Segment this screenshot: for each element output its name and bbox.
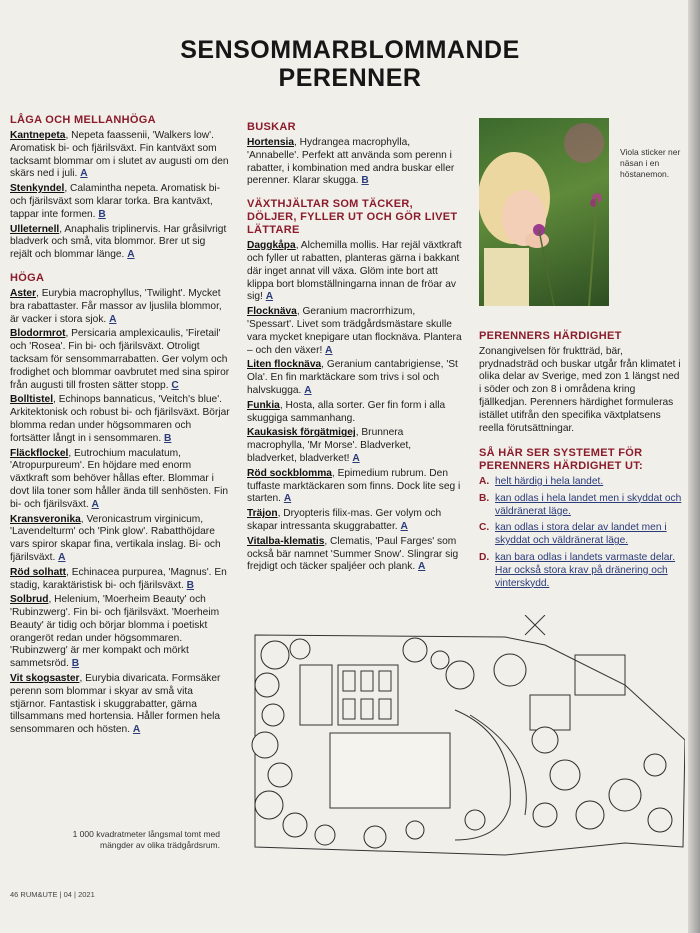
zone-description: kan bara odlas i landets varmaste delar. Har också stora krav på dränering och vinterskydd. xyxy=(495,551,676,589)
plant-name: Fläckflockel xyxy=(10,447,69,459)
plant-entry xyxy=(10,288,230,326)
plant-description: , Echinacea purpurea, 'Magnus'. En stadig, karaktäristisk bi- och fjärilsväxt. xyxy=(10,566,227,591)
plant-entry xyxy=(10,394,230,445)
hardiness-zone-item xyxy=(479,522,684,548)
plant-description: , Hydrangea macrophylla, 'Annabelle'. Perfekt att använda som perenn i rabatter, i kombination med andra buskar eller perenner. Klarar skugga. xyxy=(247,137,455,187)
plant-name: Flocknäva xyxy=(247,306,297,318)
plant-name: Vit skogsaster xyxy=(10,673,80,685)
plant-entry xyxy=(10,183,230,221)
hardiness-badge: B xyxy=(164,432,172,444)
zone-letter: D. xyxy=(479,551,490,563)
hardiness-zone-item xyxy=(479,493,684,519)
plant-name: Daggkåpa xyxy=(247,240,296,252)
hardiness-zone-list xyxy=(479,476,684,590)
plant-entry xyxy=(247,427,462,465)
plant-description: , Clematis, 'Paul Farges' som också bär namnet 'Summer Snow'. Slingrar sig frejdigt och täcker spaljéer och plank. xyxy=(247,535,459,573)
title-line-2: PERENNER xyxy=(278,64,422,92)
hardiness-badge: A xyxy=(283,493,292,505)
column-middle xyxy=(247,121,462,576)
plant-entry xyxy=(247,359,462,397)
plant-name: Bolltistel xyxy=(10,394,54,406)
hardiness-badge: A xyxy=(400,520,408,532)
child-smelling-flower-photo xyxy=(479,118,609,306)
plant-entry xyxy=(247,137,462,188)
plant-name: Stenkyndel xyxy=(10,183,65,195)
zone-letter: A. xyxy=(479,475,490,487)
plant-name: Röd solhatt xyxy=(10,566,67,578)
column-right xyxy=(479,330,684,594)
plant-entry xyxy=(10,594,230,671)
plant-description: , Eutrochium maculatum, 'Atropurpureum'. En höjdare med enorm växtkraft som behöver hållas efter. Blommar i dovt lila toner som håller ända till senhösten. Fin bi- och fjärilsväxt. xyxy=(10,447,229,510)
hardiness-heading: PERENNERS HÄRDIGHET xyxy=(479,330,622,342)
zone-description: kan odlas i stora delar av landet men i skyddat och väldränerat läge. xyxy=(495,522,667,547)
plant-entry xyxy=(10,328,230,392)
plant-entry xyxy=(247,400,462,426)
hardiness-badge: B xyxy=(361,175,369,187)
plant-entry xyxy=(10,130,230,181)
plant-name: Hortensia xyxy=(247,137,294,148)
plant-description: , Hosta, alla sorter. Ger fin form i alla skuggiga sammanhang. xyxy=(247,399,446,424)
hardiness-badge: C xyxy=(171,379,179,391)
hardiness-badge: A xyxy=(127,249,135,261)
zone-letter: C. xyxy=(479,522,490,534)
plant-name: Ulleternell xyxy=(10,223,60,235)
plant-description: , Persicaria amplexicaulis, 'Firetail' och 'Rosea'. Fin bi- och fjärilsväxt. Otroligt tacksam för sensommarrabatten. Ger volym och frodighet och blommar oavbrutet med sina spiror från augusti till frosten sätter stopp. xyxy=(10,328,230,391)
low-plants-list xyxy=(10,130,230,262)
plant-entry xyxy=(10,514,230,565)
plant-name: Träjon xyxy=(247,508,278,520)
shrubs-list xyxy=(247,137,462,188)
plant-description: , Alchemilla mollis. Har rejäl växtkraft och fyller ut rabatten, planteras gärna i bakkant där inget annat vill växa. Glöm inte bort att klippa bort blomställningarna innan de fröar av sig! xyxy=(247,240,462,303)
hardiness-badge: A xyxy=(91,498,99,510)
hardiness-badge: A xyxy=(80,168,88,180)
garden-plan-drawing xyxy=(245,615,685,870)
hardiness-badge: B xyxy=(71,658,80,670)
plant-description: , Geranium macrorrhizum, 'Spessart'. Livet som trädgårdsmästare skulle vara mycket knepigare utan flocknäva. Plantera – och den växer! xyxy=(247,306,462,356)
plant-entry xyxy=(247,306,462,357)
plant-description: , Eurybia macrophyllus, 'Twilight'. Mycket bra rabattaster. Får massor av ljuslila blommor, är vacker i stora sjok. xyxy=(10,287,222,325)
section-shrubs-heading: BUSKAR xyxy=(247,121,296,133)
hardiness-system-heading: SÅ HÄR SER SYSTEMET FÖR PERENNERS HÄRDIGHET UT: xyxy=(479,447,643,473)
plant-description: , Dryopteris filix-mas. Ger volym och skapar intressanta skuggrabatter. xyxy=(247,508,442,532)
plant-entry xyxy=(247,240,462,304)
plant-entry xyxy=(247,536,462,574)
plant-description: , Anaphalis triplinervis. Har gråsilvrigt bladverk och små, vita blommor. Brer ut sig rejält och blommar länge. xyxy=(10,223,227,261)
hardiness-badge: A xyxy=(58,551,66,563)
plan-caption: 1 000 kvadratmeter långsmal tomt med mängder av olika trädgårdsrum. xyxy=(72,829,220,850)
hardiness-badge: A xyxy=(352,452,360,464)
plant-description: , Brunnera macrophylla, 'Mr Morse'. Bladverket, bladverket, bladverket! xyxy=(247,427,412,464)
zone-letter: B. xyxy=(479,492,490,504)
plant-name: Kaukasisk förgätmigej xyxy=(247,427,356,439)
plant-name: Aster xyxy=(10,287,37,299)
hardiness-zone-item xyxy=(479,476,684,489)
hardiness-badge: B xyxy=(186,579,195,591)
plant-name: Kransveronika xyxy=(10,513,81,525)
plant-description: , Echinops bannaticus, 'Veitch's blue'. Arkitektonisk och robust bi- och fjärilsväxt. Börjar blomma redan under högsommaren och fortsätter långt in i sensommaren. xyxy=(10,394,230,444)
zone-description: kan odlas i hela landet men i skyddat och väldränerat läge. xyxy=(495,492,682,517)
hardiness-badge: B xyxy=(98,208,106,220)
hardiness-badge: A xyxy=(265,291,274,303)
zone-description: helt härdig i hela landet. xyxy=(495,475,604,487)
hardiness-badge: A xyxy=(418,561,426,573)
helpers-list xyxy=(247,240,462,574)
plant-entry xyxy=(10,673,230,737)
section-high-heading: HÖGA xyxy=(10,271,45,284)
plant-description: , Veronicastrum virginicum, 'Lavendelturm' och 'Pink glow'. Rabatthöjdare vars spiror skapar fina, vertikala inslag. Bi- och fjärilsväxt. xyxy=(10,513,221,563)
plant-entry xyxy=(247,508,462,534)
plant-name: Blodormrot xyxy=(10,328,66,340)
plant-entry xyxy=(10,567,230,593)
plant-description: , Calamintha nepeta. Aromatisk bi- och fjärilsväxt som klarar torka. Bra kantväxt, tappar inte formen. xyxy=(10,183,221,220)
hardiness-badge: A xyxy=(109,313,117,325)
plant-entry xyxy=(10,448,230,512)
plant-name: Solbrud xyxy=(10,594,49,606)
plant-description: , Helenium, 'Moerheim Beauty' och 'Rubinzwerg'. Fin bi- och fjärilsväxt. 'Moerheim Beauty' är tidig och börjar blomma i poetiskt orangeröt redan under högsommaren. 'Rubinzwerg' är mer kompakt och mörkt sammetsröd. xyxy=(10,594,220,670)
plant-name: Röd sockblomma xyxy=(247,467,332,479)
photo-caption: Viola sticker ner näsan i en höstanemon. xyxy=(620,147,681,179)
column-left xyxy=(10,114,230,739)
hardiness-badge: A xyxy=(304,384,312,396)
plant-name: Liten flocknäva xyxy=(247,359,322,371)
high-plants-list xyxy=(10,288,230,737)
plant-description: , Nepeta faassenii, 'Walkers low'. Aromatisk bi- och fjärilsväxt. Fin kantväxt som tacksamt blommar om i slutet av augusti om den skärs ned i juli. xyxy=(10,130,229,180)
hardiness-text: Zonangivelsen för fruktträd, bär, prydnadsträd och buskar utgår från klimatet i olika delar av Sverige, med zon 1 längst ned i söder och zon 8 i områdena kring fjällkedjan. Perenners härdighet formuleras istället utifrån den specifika växtplatsens reella förutsättningar. xyxy=(479,345,681,434)
page-edge-shadow xyxy=(688,0,700,933)
plant-entry xyxy=(247,468,462,506)
section-helpers-heading: VÄXTHJÄLTAR SOM TÄCKER, DÖLJER, FYLLER UT OCH GÖR LIVET LÄTTARE xyxy=(247,198,458,237)
plant-description: , Epimedium rubrum. Den tuffaste marktäckaren som finns. Dock lite seg i starten. xyxy=(247,467,461,505)
hardiness-zone-item xyxy=(479,552,684,590)
page-footer: 46 RUM&UTE | 04 | 2021 xyxy=(10,890,95,899)
plant-entry xyxy=(10,224,230,262)
hardiness-badge: A xyxy=(325,344,333,356)
plant-name: Funkia xyxy=(247,399,280,411)
plant-description: , Geranium cantabrigiense, 'St Ola'. En fin marktäckare som trivs i sol och halvskugga. xyxy=(247,359,458,396)
title-line-1: SENSOMMARBLOMMANDE xyxy=(180,36,520,64)
page-title xyxy=(0,36,700,92)
plant-description: , Eurybia divaricata. Formsäker perenn som blommar i skyar av små vita stjärnor. Fantastisk i skuggrabatter, gärna tillsammans med hortensia. Håller formen hela sensommaren och hösten. xyxy=(10,673,221,736)
hardiness-badge: A xyxy=(132,724,141,736)
section-low-heading: LÅGA OCH MELLANHÖGA xyxy=(10,114,156,126)
plant-name: Kantnepeta xyxy=(10,130,66,141)
plant-name: Vitalba-klematis xyxy=(247,535,325,547)
